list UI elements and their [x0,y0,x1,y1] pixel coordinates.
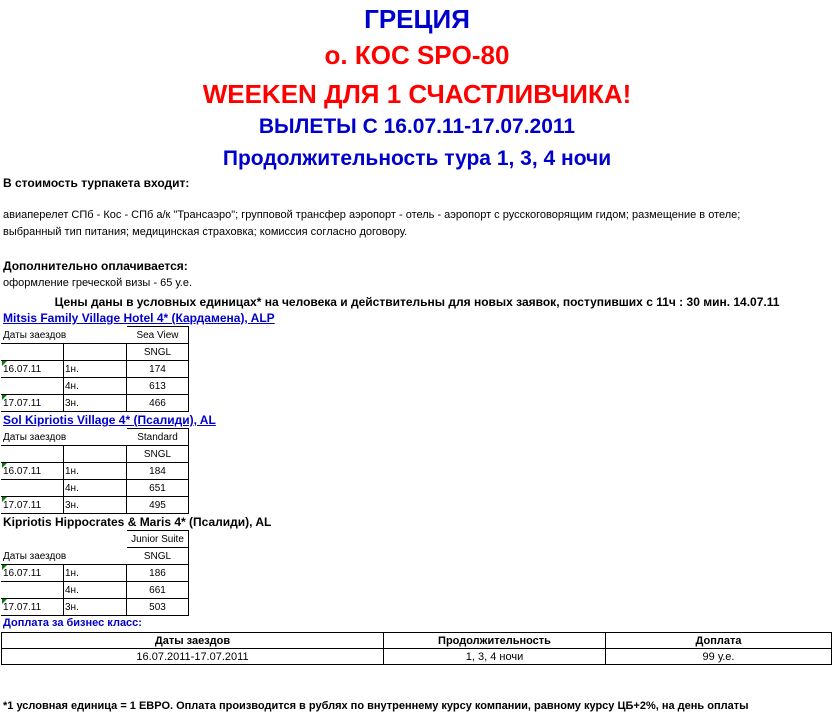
date-cell: 16.07.11 [2,361,64,378]
nights-cell: 3н. [64,599,127,616]
price-cell: 651 [127,480,189,497]
hotel-price-table [1,326,189,412]
hotel-price-table [1,530,189,616]
business-heading: Доплата за бизнес класс: [3,617,142,629]
dates-label: Даты заездов [2,548,127,565]
room-type: Junior Suite [127,531,189,548]
date-cell: 17.07.11 [2,599,64,616]
occupancy: SNGL [127,446,189,463]
nights-cell: 4н. [64,378,127,395]
title-duration: Продолжительность тура 1, 3, 4 ночи [222,147,612,170]
occupancy: SNGL [127,344,189,361]
date-cell: 17.07.11 [2,497,64,514]
date-cell [2,480,64,497]
business-dates: 16.07.2011-17.07.2011 [2,649,384,665]
title-offer: WEEKEN ДЛЯ 1 СЧАСТЛИВЧИКА! [202,79,632,109]
nights-cell: 3н. [64,497,127,514]
room-type: Standard [127,429,189,446]
price-cell: 661 [127,582,189,599]
business-table [1,632,832,665]
nights-cell: 1н. [64,361,127,378]
business-header-surcharge: Доплата [606,633,832,649]
extra-heading: Дополнительно оплачивается: [3,259,188,273]
nights-cell: 1н. [64,565,127,582]
dates-label: Даты заездов [2,327,127,344]
date-cell: 17.07.11 [2,395,64,412]
included-line-1: авиаперелет СПб - Кос - СПб а/к "Трансаэро"; групповой трансфер аэропорт - отель - аэропорт с русскоговорящим гидом; размещение в отеле; [3,209,741,221]
business-header-duration: Продолжительность [384,633,606,649]
nights-cell: 4н. [64,582,127,599]
business-surcharge: 99 у.е. [606,649,832,665]
date-cell [2,378,64,395]
date-cell: 16.07.11 [2,565,64,582]
business-header-dates: Даты заездов [2,633,384,649]
price-cell: 184 [127,463,189,480]
business-duration: 1, 3, 4 ночи [384,649,606,665]
date-cell: 16.07.11 [2,463,64,480]
occupancy: SNGL [127,548,189,565]
title-island: о. КОС SPO-80 [324,40,510,70]
nights-cell: 3н. [64,395,127,412]
price-cell: 613 [127,378,189,395]
dates-label: Даты заездов [2,429,127,446]
price-cell: 503 [127,599,189,616]
nights-cell: 4н. [64,480,127,497]
nights-cell: 1н. [64,463,127,480]
title-departures: ВЫЛЕТЫ С 16.07.11-17.07.2011 [258,115,576,138]
visa-fee: оформление греческой визы - 65 у.е. [3,277,193,289]
hotel-link-sol-kipriotis[interactable]: Sol Kipriotis Village 4* (Псалиди), AL [3,413,216,427]
footnote: *1 условная единица = 1 ЕВРО. Оплата производится в рублях по внутреннему курсу компании, равному курсу ЦБ+2%, на день оплаты [3,700,749,712]
hotel-name-hippocrates: Kipriotis Hippocrates & Maris 4* (Псалиди), AL [3,515,272,529]
price-note: Цены даны в условных единицах* на человека и действительны для новых заявок, поступивших с 11ч : 30 мин. 14.07.11 [54,295,780,309]
included-line-2: выбранный тип питания; медицинская страховка; комиссия согласно договору. [3,226,408,238]
room-type: Sea View [127,327,189,344]
price-cell: 174 [127,361,189,378]
date-cell [2,582,64,599]
title-country: ГРЕЦИЯ [364,4,470,34]
hotel-link-mitsis[interactable]: Mitsis Family Village Hotel 4* (Кардамена), ALP [3,311,275,325]
price-cell: 186 [127,565,189,582]
included-heading: В стоимость турпакета входит: [3,176,190,190]
price-cell: 466 [127,395,189,412]
price-cell: 495 [127,497,189,514]
hotel-price-table [1,428,189,514]
